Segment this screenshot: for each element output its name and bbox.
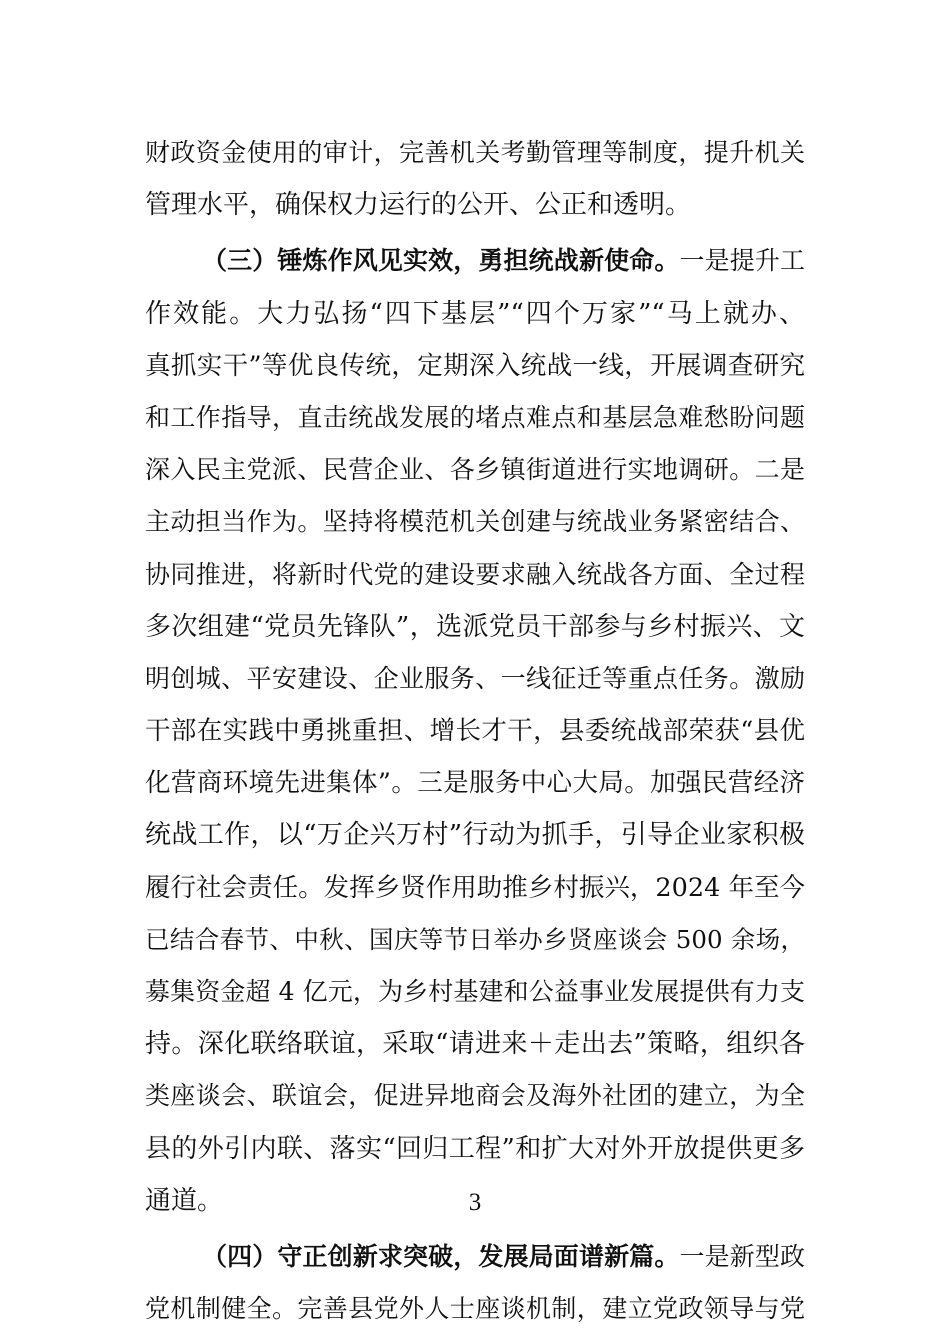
document-body [145,127,805,1335]
text-run: 一是提升工 [679,246,805,276]
text-line: 真抓实干”等优良传统，定期深入统战一线，开展调查研究 [145,350,805,381]
text-line: 深入民主党派、民营企业、各乡镇街道进行实地调研。二是 [145,455,805,485]
text-line: 作效能。大力弘扬“四下基层”“四个万家”“马上就办、 [145,298,805,329]
text-line: 协同推进，将新时代党的建设要求融入统战各方面、全过程 [145,559,805,589]
paragraph [145,235,805,1227]
section-heading-3: （三）锤炼作风见实效，勇担统战新使命。 [202,246,680,276]
paragraph [145,1231,805,1335]
text-line: 干部在实践中勇挑重担、增长才干，县委统战部荣获“县优 [145,716,805,747]
text-run: 一是新型政 [679,1241,805,1271]
page-number: 3 [468,1189,482,1216]
text-line: 持。深化联络联谊，采取“请进来＋走出去”策略，组织各 [145,1029,805,1060]
text-line: 和工作指导，直击统战发展的堵点难点和基层急难愁盼问题 [145,402,805,432]
text-line: 通道。 [145,1185,224,1216]
section-heading-4: （四）守正创新求突破，发展局面谱新篇。 [202,1241,680,1271]
text-line: 已结合春节、中秋、国庆等节日举办乡贤座谈会 500 余场， [145,924,805,954]
text-line: 类座谈会、联谊会，促进异地商会及海外社团的建立，为全 [145,1081,805,1111]
text-line: 化营商环境先进集体”。三是服务中心大局。加强民营经济 [145,768,805,799]
text-line: 财政资金使用的审计，完善机关考勤管理等制度，提升机关 [145,138,805,167]
text-line: 管理水平，确保权力运行的公开、公正和透明。 [145,190,692,221]
text-line [145,235,805,287]
paragraph [145,127,805,231]
text-line: 统战工作，以“万企兴万村”行动为抓手，引导企业家积极 [145,820,805,851]
text-line: 县的外引内联、落实“回归工程”和扩大对外开放提供更多 [145,1133,805,1164]
text-line: 履行社会责任。发挥乡贤作用助推乡村振兴，2024 年至今 [145,872,805,903]
text-line: 主动担当作为。坚持将模范机关创建与统战业务紧密结合、 [145,507,805,537]
text-line: 明创城、平安建设、企业服务、一线征迁等重点任务。激励 [145,663,805,693]
text-line: 党机制健全。完善县党外人士座谈机制，建立党政领导与党 [145,1294,805,1324]
text-line [145,1231,805,1283]
text-line: 募集资金超 4 亿元，为乡村基建和公益事业发展提供有力支 [145,977,805,1006]
text-line: 多次组建“党员先锋队”，选派党员干部参与乡村振兴、文 [145,611,805,642]
